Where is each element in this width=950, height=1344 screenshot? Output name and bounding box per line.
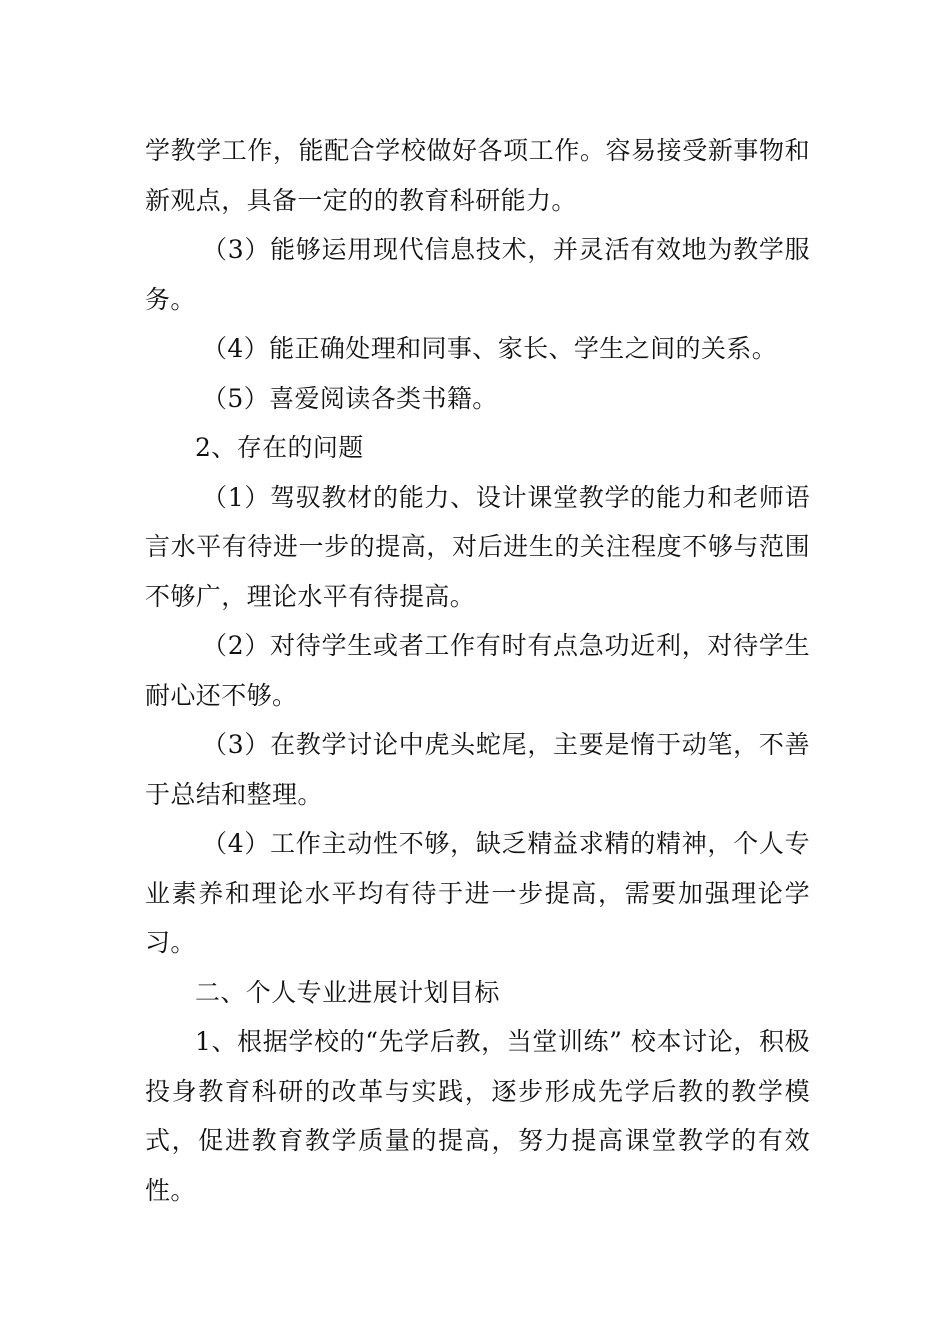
document-body xyxy=(145,126,810,1215)
paragraph-goal-1: 1、根据学校的“先学后教，当堂训练” 校本讨论，积极投身教育科研的改革与实践，逐步形成先学后教的教学模式，促进教育教学质量的提高，努力提高课堂教学的有效性。 xyxy=(145,1027,810,1205)
paragraph-strength-4: （4）能正确处理和同事、家长、学生之间的关系。 xyxy=(202,334,778,363)
paragraph-problem-3: （3）在教学讨论中虎头蛇尾，主要是惰于动笔，不善于总结和整理。 xyxy=(145,730,810,809)
paragraph-continuation: 学教学工作，能配合学校做好各项工作。容易接受新事物和新观点，具备一定的的教育科研能力。 xyxy=(145,136,810,215)
section-heading-goals: 二、个人专业进展计划目标 xyxy=(195,977,500,1007)
paragraph-strength-5: （5）喜爱阅读各类书籍。 xyxy=(202,383,498,413)
section-heading-problems: 2、存在的问题 xyxy=(195,433,364,462)
paragraph-problem-1: （1）驾驭教材的能力、设计课堂教学的能力和老师语言水平有待进一步的提高，对后进生的关注程度不够与范围不够广，理论水平有待提高。 xyxy=(145,482,810,611)
paragraph-strength-3: （3）能够运用现代信息技术，并灵活有效地为教学服务。 xyxy=(145,235,810,314)
paragraph-problem-4: （4）工作主动性不够，缺乏精益求精的精神，个人专业素养和理论水平均有待于进一步提高，需要加强理论学习。 xyxy=(145,829,810,957)
paragraph-problem-2: （2）对待学生或者工作有时有点急功近利，对待学生耐心还不够。 xyxy=(145,631,810,710)
